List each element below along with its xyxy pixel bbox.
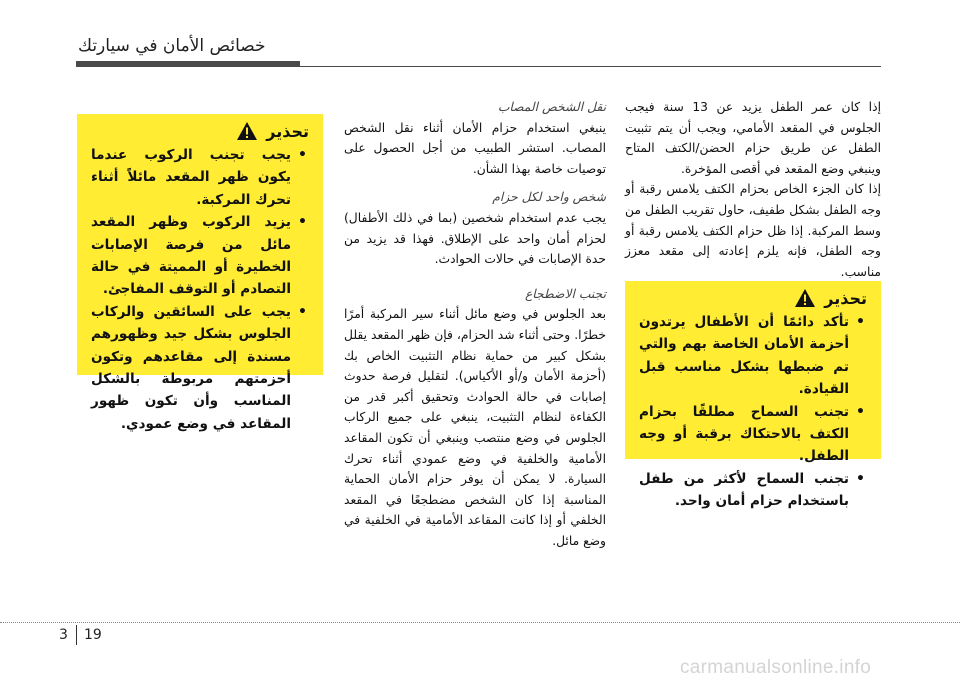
section-heading: تجنب الاضطجاع — [524, 286, 606, 301]
warning-list — [625, 311, 881, 513]
warning-list — [77, 144, 323, 435]
body-paragraph: إذا كان الجزء الخاص بحزام الكتف يلامس رقبة أو وجه الطفل بشكل طفيف، حاول تقريب الطفل من وسط المركبة. إذا ظل حزام الكتف يلامس رقبة أو وجه الطفل، فإنه يلزم إعادته إلى مقعد معزز مناسب. — [625, 182, 881, 279]
section-text: بعد الجلوس في وضع مائل أثناء سير المركبة أمرًا خطرًا. وحتى أثناء شد الحزام، فإن ظهر المقعد يقلل بشكل كبير من حماية نظام التثبيت الخاص بك (أحزمة الأمان و/أو الأكياس). لتقليل فرصة حدوث إصابات في حالة الحوادث وتحقيق أكبر قدر من الكفاءة لنظام التثبيت، ينبغي على جميع الركاب الجلوس في وضع منتصب وينبغي أن تكون المقاعد الأمامية والخلفية في وضع عمودي أثناء تحرك السيارة. لا يمكن أن يوفر حزام الأمان الحماية المناسبة إذا كان الشخص مضطجعًا في المقعد الخلفي أو إذا كانت المقاعد الأمامية في الخلفية في وضع مائل. — [344, 307, 606, 548]
header-rule-thin — [300, 66, 881, 67]
page-number: 19 — [84, 627, 102, 643]
section-heading: شخص واحد لكل حزام — [492, 190, 606, 205]
warning-item: • تجنب السماح مطلقًا بحزام الكتف بالاحتكاك برقبة أو وجه الطفل. — [639, 401, 849, 468]
warning-item: • يزيد الركوب وظهر المقعد مائل من فرصة الإصابات الخطيرة أو المميتة في حالة التصادم أو التوقف المفاجئ. — [91, 211, 291, 301]
chapter-number: 3 — [59, 627, 68, 643]
section-text: يجب عدم استخدام شخصين (بما في ذلك الأطفال) لحزام أمان واحد على الإطلاق. فهذا قد يزيد من حدة الإصابات في حالات الحوادث. — [344, 210, 606, 267]
warning-item: • تجنب السماح لأكثر من طفل باستخدام حزام أمان واحد. — [639, 468, 849, 513]
watermark: carmanualsonline.info — [680, 657, 872, 678]
warning-item: • يجب على السائقين والركاب الجلوس بشكل جيد وظهورهم مسندة إلى مقاعدهم وتكون أحزمتهم مربوطة بالشكل المناسب وأن تكون ظهور المقاعد في وضع عمودي. — [91, 301, 291, 435]
page-header-title: خصائص الأمان في سيارتك — [78, 36, 266, 56]
warning-triangle-icon — [236, 121, 258, 141]
footer-divider — [76, 625, 77, 645]
right-column — [625, 97, 881, 282]
warning-header — [625, 281, 881, 311]
middle-column — [344, 97, 606, 551]
warning-triangle-icon — [794, 288, 816, 308]
warning-item: • يجب تجنب الركوب عندما يكون ظهر المقعد مائلاً أثناء تحرك المركبة. — [91, 144, 291, 211]
header-rule-thick — [76, 61, 300, 67]
section-text: ينبغي استخدام حزام الأمان أثناء نقل الشخص المصاب. استشر الطبيب من أجل الحصول على توصيات خاصة بهذا الشأن. — [344, 120, 606, 176]
warning-item: • تأكد دائمًا أن الأطفال يرتدون أحزمة الأمان الخاصة بهم والتي تم ضبطها بشكل مناسب قبل القيادة. — [639, 311, 849, 401]
body-paragraph: إذا كان عمر الطفل يزيد عن 13 سنة فيجب الجلوس في المقعد الأمامي، ويجب أن يتم تثبيت الطفل عن طريق حزام الحضن/الكتف المتاح وينبغي وضع المقعد في أقصى المؤخرة. — [625, 100, 881, 176]
warning-title: تحذير — [266, 121, 309, 141]
warning-title: تحذير — [824, 288, 867, 308]
warning-box-right — [625, 281, 881, 510]
warning-box-left — [77, 114, 323, 432]
warning-header — [77, 114, 323, 144]
footer-rule — [0, 622, 960, 623]
section-heading: نقل الشخص المصاب — [497, 100, 606, 114]
